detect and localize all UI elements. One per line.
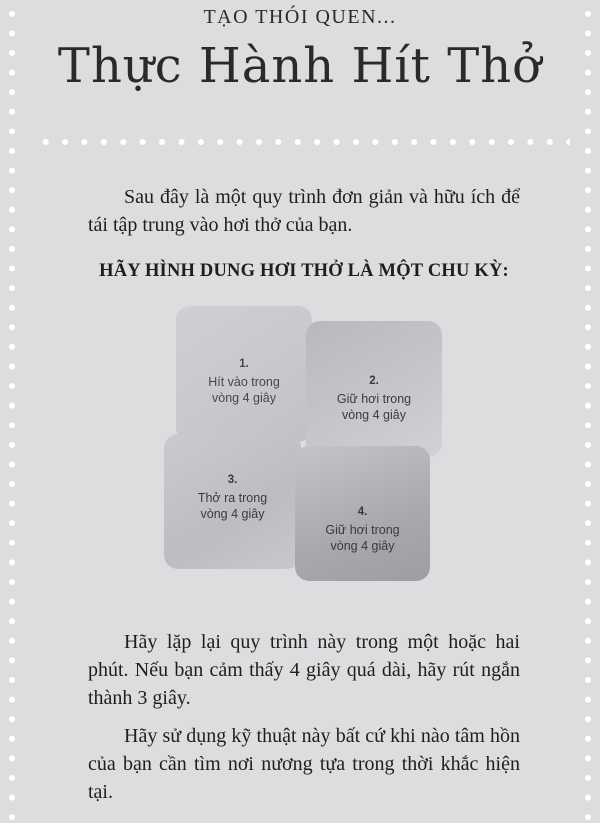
card-number: 2. [369,375,379,387]
section-kicker: TẠO THÓI QUEN... [203,6,397,28]
cycle-card-hold-1 [306,321,442,457]
card-number: 4. [357,506,368,518]
usage-paragraph: Hãy sử dụng kỹ thuật này bất cứ khi nào tâm hồn của bạn cần tìm nơi nương tựa trong thời khắc hiện tại. [88,725,520,803]
cycle-card-inhale [176,306,312,442]
card-text: Thở ra trong vòng 4 giây [197,491,268,521]
right-dotted-border [584,0,592,823]
page-title: Thực Hành Hít Thở [57,38,543,94]
left-dotted-border [8,0,16,823]
cycle-card-hold-2 [295,446,430,581]
header-dotted-divider [30,138,570,146]
card-number: 3. [227,474,238,486]
card-text: Hít vào trong vòng 4 giây [208,375,280,405]
card-text: Giữ hơi trong vòng 4 giây [325,523,400,553]
card-text: Giữ hơi trong vòng 4 giây [336,392,412,422]
repeat-paragraph: Hãy lặp lại quy trình này trong một hoặc hai phút. Nếu bạn cảm thấy 4 giây quá dài, hãy rút ngắn thành 3 giây. [88,631,520,709]
intro-paragraph: Sau đây là một quy trình đơn giản và hữu ích để tái tập trung vào hơi thở của bạn. [88,186,520,236]
cycle-heading: HÃY HÌNH DUNG HƠI THỞ LÀ MỘT CHU KỲ: [99,261,509,281]
cycle-card-exhale [164,434,301,569]
card-number: 1. [239,358,249,370]
